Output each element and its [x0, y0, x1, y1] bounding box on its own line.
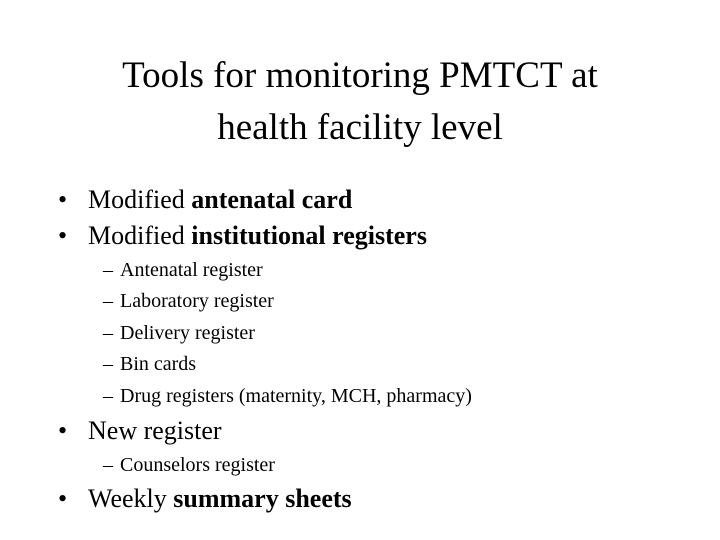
bullet-prefix: Weekly	[88, 484, 174, 513]
bullet-item-antenatal-card	[58, 185, 352, 215]
sub-item-laboratory-register	[103, 289, 274, 313]
bullet-prefix: Modified	[88, 221, 192, 250]
dash-marker: –	[103, 385, 113, 407]
sub-item-label: Drug registers (maternity, MCH, pharmacy)	[120, 385, 472, 407]
slide-title	[0, 50, 720, 154]
bullet-marker: •	[58, 416, 68, 445]
bullet-item-summary-sheets	[58, 484, 352, 514]
sub-item-counselors-register	[103, 453, 275, 477]
bullet-emphasis: antenatal card	[191, 185, 353, 214]
bullet-item-new-register	[58, 416, 222, 446]
slide-title-line-1: Tools for monitoring PMTCT at	[122, 55, 598, 96]
sub-item-drug-registers	[103, 384, 472, 408]
sub-item-label: Bin cards	[120, 353, 197, 375]
bullet-prefix: New register	[88, 416, 222, 445]
slide-title-line-2: health facility level	[217, 107, 503, 148]
bullet-marker: •	[58, 221, 68, 250]
sub-item-bin-cards	[103, 352, 196, 376]
bullet-item-institutional-registers	[58, 221, 427, 251]
sub-item-label: Delivery register	[120, 322, 255, 344]
dash-marker: –	[103, 290, 113, 312]
dash-marker: –	[103, 322, 113, 344]
sub-item-antenatal-register	[103, 258, 263, 282]
bullet-emphasis: institutional registers	[191, 221, 427, 250]
sub-item-delivery-register	[103, 321, 255, 345]
dash-marker: –	[103, 353, 113, 375]
sub-item-label: Antenatal register	[120, 259, 263, 281]
sub-item-label: Counselors register	[120, 454, 275, 476]
bullet-marker: •	[58, 484, 68, 513]
bullet-prefix: Modified	[88, 185, 192, 214]
sub-item-label: Laboratory register	[120, 290, 274, 312]
dash-marker: –	[103, 259, 113, 281]
dash-marker: –	[103, 454, 113, 476]
bullet-marker: •	[58, 185, 68, 214]
bullet-emphasis: summary sheets	[173, 484, 352, 513]
